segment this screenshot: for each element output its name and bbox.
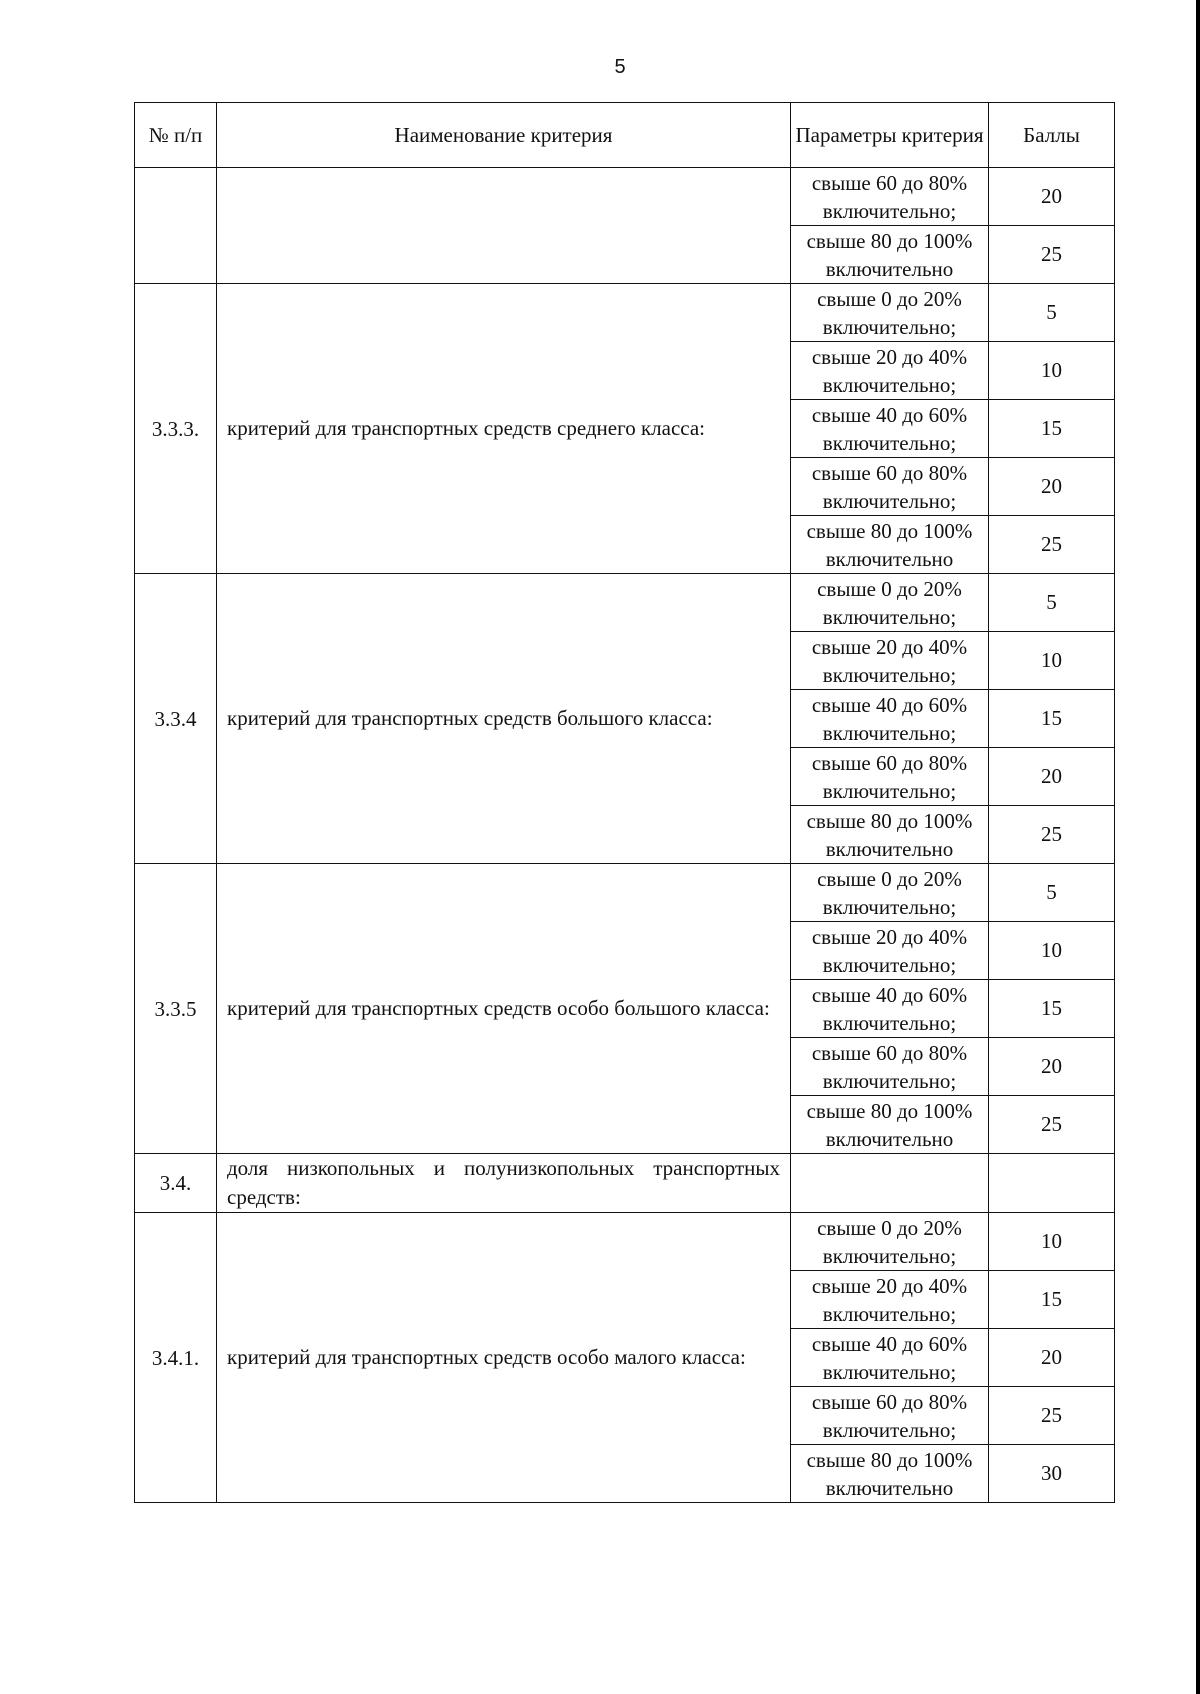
points-cell: 10	[989, 632, 1115, 690]
points-cell: 5	[989, 864, 1115, 922]
scan-edge	[1196, 0, 1200, 1694]
points-cell: 20	[989, 458, 1115, 516]
param-cell: свыше 0 до 20% включительно;	[791, 284, 989, 342]
header-name: Наименование критерия	[217, 103, 791, 168]
points-cell: 20	[989, 748, 1115, 806]
header-parameters: Параметры критерия	[791, 103, 989, 168]
header-row	[135, 103, 1115, 168]
table-row	[135, 284, 1115, 342]
param-cell: свыше 20 до 40% включительно;	[791, 922, 989, 980]
criterion-number: 3.3.3.	[135, 284, 217, 574]
section-row	[135, 1154, 1115, 1213]
points-cell: 10	[989, 342, 1115, 400]
points-cell: 25	[989, 516, 1115, 574]
param-cell: свыше 40 до 60% включительно;	[791, 980, 989, 1038]
points-cell: 25	[989, 226, 1115, 284]
points-cell: 25	[989, 806, 1115, 864]
param-cell: свыше 60 до 80% включительно;	[791, 1387, 989, 1445]
points-cell: 15	[989, 980, 1115, 1038]
section-name	[217, 1154, 791, 1213]
param-cell-empty	[791, 1154, 989, 1213]
criterion-name-text: критерий для транспортных средств особо малого класса:	[227, 1345, 746, 1369]
points-cell-empty	[989, 1154, 1115, 1213]
criteria-table	[134, 102, 1115, 1503]
page-number: 5	[614, 56, 626, 78]
points-cell: 5	[989, 284, 1115, 342]
param-cell: свыше 20 до 40% включительно;	[791, 342, 989, 400]
table-row	[135, 864, 1115, 922]
section-number: 3.4.	[135, 1154, 217, 1213]
points-cell: 5	[989, 574, 1115, 632]
criterion-name-text: критерий для транспортных средств большого класса:	[227, 706, 713, 730]
table-row	[135, 1213, 1115, 1271]
continuation-name-cell	[217, 168, 791, 284]
points-cell: 10	[989, 922, 1115, 980]
param-cell: свыше 80 до 100% включительно	[791, 226, 989, 284]
continuation-number-cell	[135, 168, 217, 284]
param-cell: свыше 20 до 40% включительно;	[791, 632, 989, 690]
criterion-name	[217, 574, 791, 864]
criterion-name	[217, 284, 791, 574]
criterion-name-text: критерий для транспортных средств особо большого класса:	[227, 996, 770, 1020]
points-cell: 15	[989, 400, 1115, 458]
param-cell: свыше 60 до 80% включительно;	[791, 168, 989, 226]
param-cell: свыше 0 до 20% включительно;	[791, 574, 989, 632]
param-cell: свыше 60 до 80% включительно;	[791, 1038, 989, 1096]
section-name-text: доля низкопольных и полунизкопольных транспортных средств:	[227, 1156, 780, 1209]
criterion-number: 3.3.5	[135, 864, 217, 1154]
points-cell: 25	[989, 1096, 1115, 1154]
param-cell: свыше 0 до 20% включительно;	[791, 1213, 989, 1271]
points-cell: 15	[989, 1271, 1115, 1329]
criterion-number: 3.3.4	[135, 574, 217, 864]
param-cell: свыше 40 до 60% включительно;	[791, 690, 989, 748]
param-cell: свыше 80 до 100% включительно	[791, 516, 989, 574]
header-number: № п/п	[135, 103, 217, 168]
param-cell: свыше 0 до 20% включительно;	[791, 864, 989, 922]
criterion-name-text: критерий для транспортных средств среднего класса:	[227, 416, 706, 440]
param-cell: свыше 60 до 80% включительно;	[791, 748, 989, 806]
param-cell: свыше 60 до 80% включительно;	[791, 458, 989, 516]
criterion-name	[217, 1213, 791, 1503]
table-row	[135, 574, 1115, 632]
points-cell: 25	[989, 1387, 1115, 1445]
param-cell: свыше 80 до 100% включительно	[791, 1096, 989, 1154]
points-cell: 30	[989, 1445, 1115, 1503]
criterion-name	[217, 864, 791, 1154]
criterion-number: 3.4.1.	[135, 1213, 217, 1503]
points-cell: 20	[989, 1038, 1115, 1096]
param-cell: свыше 20 до 40% включительно;	[791, 1271, 989, 1329]
points-cell: 20	[989, 1329, 1115, 1387]
points-cell: 20	[989, 168, 1115, 226]
param-cell: свыше 40 до 60% включительно;	[791, 400, 989, 458]
header-points: Баллы	[989, 103, 1115, 168]
points-cell: 15	[989, 690, 1115, 748]
param-cell: свыше 80 до 100% включительно	[791, 1445, 989, 1503]
param-cell: свыше 80 до 100% включительно	[791, 806, 989, 864]
table-row	[135, 168, 1115, 226]
points-cell: 10	[989, 1213, 1115, 1271]
param-cell: свыше 40 до 60% включительно;	[791, 1329, 989, 1387]
